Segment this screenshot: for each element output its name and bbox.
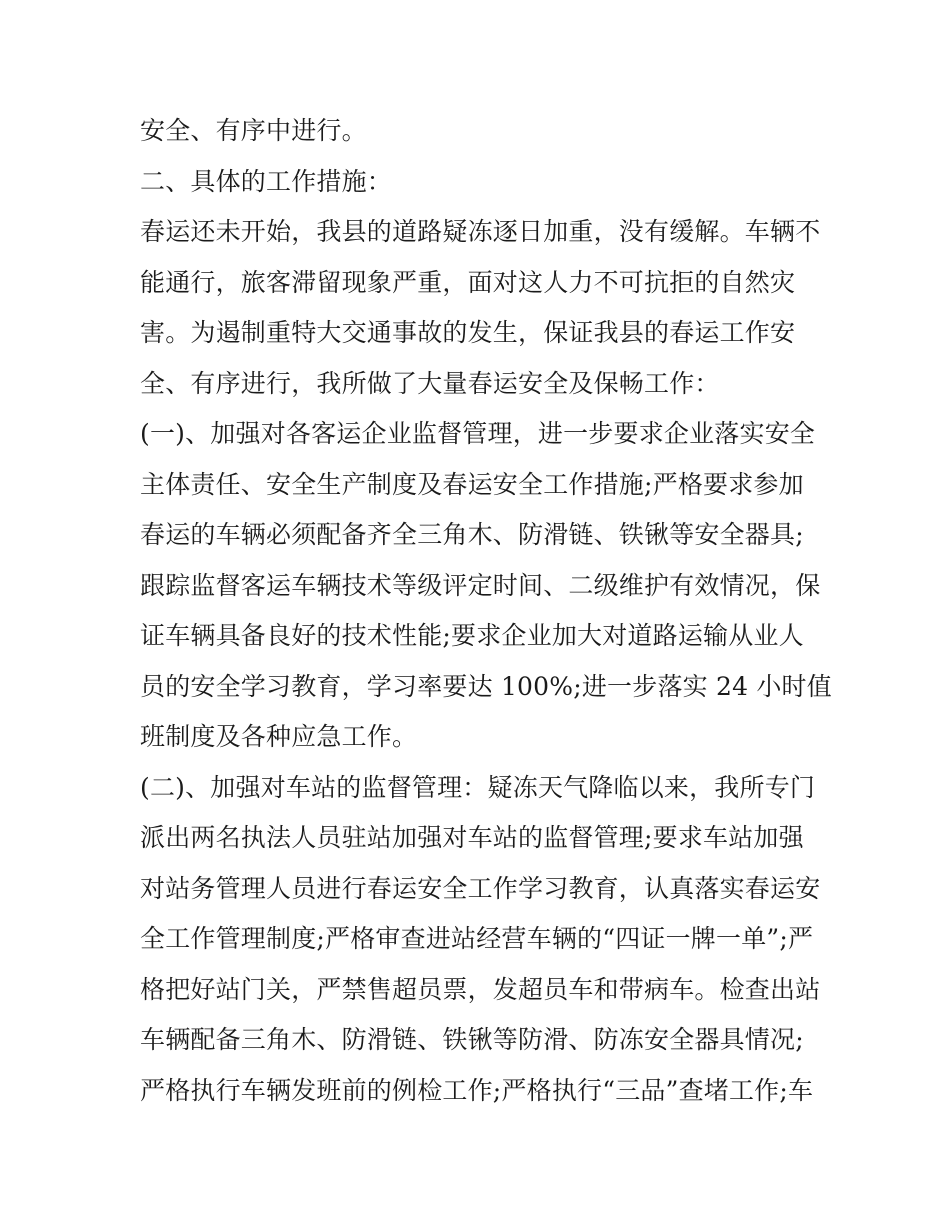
text-line: 安全、有序中进行。 bbox=[140, 116, 367, 145]
text-line: 员的安全学习教育，学习率要达 100%;进一步落实 24 小时值 bbox=[140, 671, 832, 701]
text-line: 全工作管理制度;严格审查进站经营车辆的“四证一牌一单”;严 bbox=[140, 924, 814, 953]
text-line: 跟踪监督客运车辆技术等级评定时间、二级维护有效情况，保 bbox=[140, 570, 821, 600]
text-line: 严格执行车辆发班前的例检工作;严格执行“三品”查堵工作;车 bbox=[140, 1075, 814, 1105]
text-line: 主体责任、安全生产制度及春运安全工作措施;严格要求参加 bbox=[140, 469, 804, 499]
text-line: 班制度及各种应急工作。 bbox=[140, 722, 418, 751]
text-line: 能通行，旅客滞留现象严重，面对这人力不可抗拒的自然灾 bbox=[140, 267, 796, 297]
text-line: (一)、加强对各客运企业监督管理，进一步要求企业落实安全 bbox=[140, 419, 816, 448]
document-body bbox=[140, 106, 832, 1116]
text-line: (二)、加强对车站的监督管理：疑冻天气降临以来，我所专门 bbox=[140, 772, 816, 802]
text-line: 害。为遏制重特大交通事故的发生，保证我县的春运工作安 bbox=[140, 318, 796, 347]
text-line: 春运还未开始，我县的道路疑冻逐日加重，没有缓解。车辆不 bbox=[140, 217, 821, 246]
text-line: 对站务管理人员进行春运安全工作学习教育，认真落实春运安 bbox=[140, 873, 821, 903]
section-heading: 二、具体的工作措施： bbox=[140, 166, 393, 196]
text-line: 派出两名执法人员驻站加强对车站的监督管理;要求车站加强 bbox=[140, 823, 804, 852]
text-line: 证车辆具备良好的技术性能;要求企业加大对道路运输从业人 bbox=[140, 621, 804, 650]
text-line: 格把好站门关，严禁售超员票，发超员车和带病车。检查出站 bbox=[140, 974, 821, 1004]
text-line: 全、有序进行，我所做了大量春运安全及保畅工作： bbox=[140, 368, 720, 398]
text-line: 车辆配备三角木、防滑链、铁锹等防滑、防冻安全器具情况; bbox=[140, 1025, 804, 1054]
text-line: 春运的车辆必须配备齐全三角木、防滑链、铁锹等安全器具; bbox=[140, 520, 804, 549]
